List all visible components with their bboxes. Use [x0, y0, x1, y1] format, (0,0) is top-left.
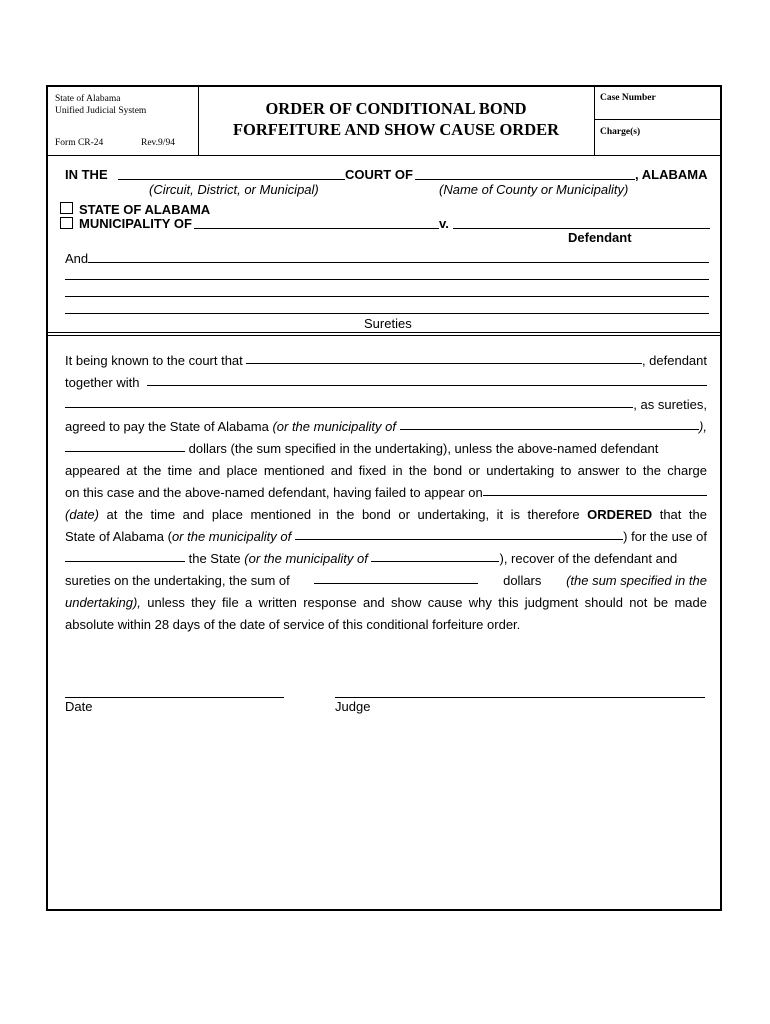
municipality-checkbox[interactable]: [60, 217, 73, 229]
use-of-blank[interactable]: [65, 548, 185, 562]
body-line-7: on this case and the above-named defendant, having failed to appear on: [65, 482, 707, 504]
surety-field-4[interactable]: [65, 313, 709, 314]
header-left-box: [48, 87, 199, 155]
case-number-label: Case Number: [600, 93, 656, 103]
body-line-10: the State (or the municipality of ), recover of the defendant and: [65, 548, 707, 570]
section-divider-bottom: [48, 335, 720, 336]
header-right-box: [594, 87, 722, 155]
body-line-13: absolute within 28 days of the date of service of this conditional forfeiture order.: [65, 617, 521, 632]
system-label: Unified Judicial System: [55, 106, 147, 116]
body-line-1: It being known to the court that , defendant: [65, 350, 707, 372]
charges-label: Charge(s): [600, 127, 641, 137]
case-number-field[interactable]: [594, 119, 722, 120]
court-type-field[interactable]: [118, 179, 345, 180]
judge-signature-line[interactable]: [335, 697, 705, 698]
sum-blank[interactable]: [314, 570, 478, 584]
revision: Rev.9/94: [141, 138, 175, 148]
municipality-field[interactable]: [194, 228, 439, 229]
alabama-label: , ALABAMA: [635, 167, 708, 182]
body-line-9: State of Alabama ( or the municipality of ) for the use of: [65, 526, 707, 548]
municipality-blank-2[interactable]: [295, 526, 623, 540]
body-line-3: , as sureties,: [65, 394, 707, 416]
body-line-5: dollars (the sum specified in the undertaking), unless the above-named defendant: [65, 438, 707, 460]
municipality-blank-3[interactable]: [371, 548, 499, 562]
section-divider-top: [48, 332, 720, 333]
defendant-label: Defendant: [568, 230, 632, 245]
form-frame: [46, 85, 722, 911]
defendant-blank[interactable]: [246, 350, 642, 364]
body-line-2: together with: [65, 372, 707, 394]
municipality-blank-1[interactable]: [400, 416, 699, 430]
sureties-blank-1[interactable]: [147, 372, 707, 386]
date-label: Date: [65, 699, 93, 714]
court-type-hint: (Circuit, District, or Municipal): [149, 182, 319, 197]
state-label: State of Alabama: [55, 94, 121, 104]
body-line-12: undertaking), unless they file a written response and show cause why this judgment should not be made: [65, 595, 707, 610]
municipality-of-label: MUNICIPALITY OF: [79, 216, 192, 231]
state-of-alabama-label: STATE OF ALABAMA: [79, 202, 211, 217]
defendant-name-field[interactable]: [453, 228, 710, 229]
county-hint: (Name of County or Municipality): [439, 182, 629, 197]
body-line-11: sureties on the undertaking, the sum of dollars (the sum specified in the: [65, 570, 707, 592]
versus-label: v.: [439, 216, 449, 231]
title-line-1: ORDER OF CONDITIONAL BOND: [265, 99, 527, 118]
state-of-alabama-checkbox[interactable]: [60, 202, 73, 214]
form-number: Form CR-24: [55, 138, 104, 148]
appearance-date-blank[interactable]: [483, 482, 707, 496]
date-signature-line[interactable]: [65, 697, 284, 698]
body-line-8: (date) at the time and place mentioned in the bond or undertaking, it is therefore ORDERED that the: [65, 507, 707, 522]
header-divider: [48, 155, 720, 156]
county-field[interactable]: [415, 179, 635, 180]
order-body: [65, 350, 707, 636]
sureties-blank-2[interactable]: [65, 394, 633, 408]
in-the-label: IN THE: [65, 167, 108, 182]
dollars-blank-1[interactable]: [65, 438, 185, 452]
court-of-label: COURT OF: [345, 167, 413, 182]
title-line-2: FORFEITURE AND SHOW CAUSE ORDER: [232, 120, 560, 139]
body-line-6: appeared at the time and place mentioned and fixed in the bond or undertaking to answer to the charge: [65, 463, 707, 478]
surety-field-3[interactable]: [65, 296, 709, 297]
sureties-label: Sureties: [364, 316, 412, 331]
surety-field-2[interactable]: [65, 279, 709, 280]
and-label: And: [65, 251, 89, 266]
surety-field-1[interactable]: [88, 262, 709, 263]
header-title-box: [198, 87, 595, 155]
body-line-4: agreed to pay the State of Alabama (or the municipality of ),: [65, 416, 707, 438]
judge-label: Judge: [335, 699, 371, 714]
